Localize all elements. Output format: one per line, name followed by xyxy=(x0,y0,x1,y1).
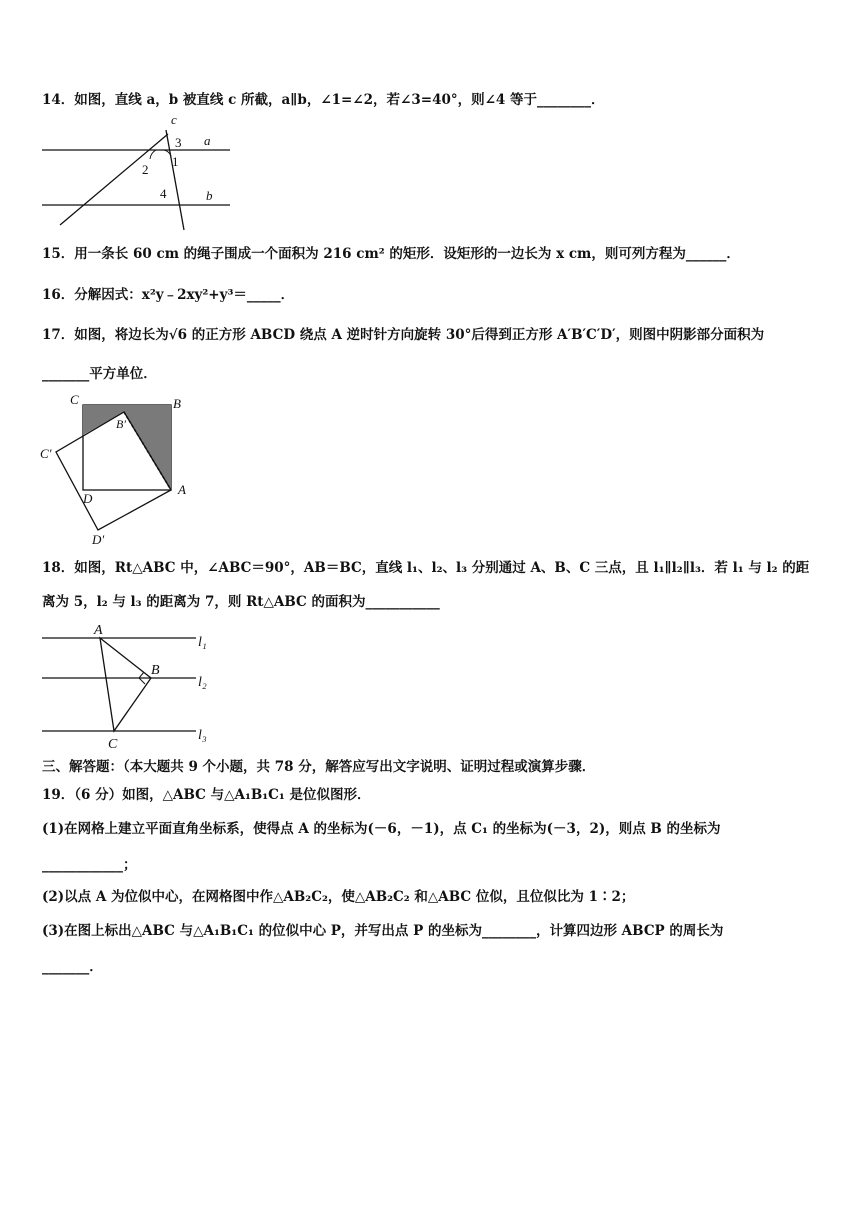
q14-text: 14．如图，直线 a，b 被直线 c 所截，a∥b，∠1=∠2，若∠3=40°，则∠4 等于________． xyxy=(42,92,605,108)
label-B: B xyxy=(173,396,181,411)
label-a: a xyxy=(204,133,211,148)
section3-heading: 三、解答题：（本大题共 9 个小题，共 78 分，解答应写出文字说明、证明过程或演算步骤． xyxy=(42,759,596,775)
q17-line2: _______平方单位． xyxy=(42,366,157,382)
label-l1: l₁ xyxy=(198,635,207,650)
label-l2: l₂ xyxy=(198,675,207,690)
q14-figure xyxy=(38,112,238,232)
q19-part3-answer: _______． xyxy=(42,959,103,975)
q15-text: 15．用一条长 60 cm 的绳子围成一个面积为 216 cm² 的矩形．设矩形的一边长为 x cm，则可列方程为______． xyxy=(42,246,740,262)
q18-line2: 离为 5，l₂ 与 l₃ 的距离为 7，则 Rt△ABC 的面积为___________ xyxy=(42,594,440,610)
label-l3: l₃ xyxy=(198,728,207,743)
angle-3: 3 xyxy=(175,135,182,150)
label-A: A xyxy=(94,623,103,638)
q19-part3: (3)在图上标出△ABC 与△A₁B₁C₁ 的位似中心 P，并写出点 P 的坐标为________，计算四边形 ABCP 的周长为 xyxy=(42,923,724,939)
label-D: D xyxy=(83,491,93,506)
label-C: C xyxy=(108,737,118,750)
angle-2: 2 xyxy=(142,162,149,177)
label-Dp: D′ xyxy=(92,532,105,547)
angle-1: 1 xyxy=(172,154,179,169)
q16-text: 16．分解因式：x²y﹣2xy²+y³＝_____． xyxy=(42,287,295,303)
label-Bp: B′ xyxy=(116,417,126,431)
q19-part1-answer: ____________； xyxy=(42,857,137,873)
label-c: c xyxy=(171,112,177,127)
q18-line1: 18．如图，Rt△ABC 中，∠ABC＝90°，AB＝BC，直线 l₁、l₂、l₃ 分别通过 A、B、C 三点，且 l₁∥l₂∥l₃．若 l₁ 与 l₂ 的距 xyxy=(42,560,810,576)
label-Cp: C′ xyxy=(40,446,52,461)
q18-figure xyxy=(38,618,228,750)
label-B: B xyxy=(151,663,160,678)
q17-figure xyxy=(36,390,206,548)
q19-intro: 19．（6 分）如图，△ABC 与△A₁B₁C₁ 是位似图形． xyxy=(42,787,371,803)
q17-line1: 17．如图，将边长为√6 的正方形 ABCD 绕点 A 逆时针方向旋转 30°后得到正方形 A′B′C′D′，则图中阴影部分面积为 xyxy=(42,327,765,343)
label-b: b xyxy=(206,188,213,203)
q19-part1: (1)在网格上建立平面直角坐标系，使得点 A 的坐标为(－6，－1)，点 C₁ 的坐标为(－3，2)，则点 B 的坐标为 xyxy=(42,821,721,837)
label-C: C xyxy=(70,392,79,407)
angle-4: 4 xyxy=(160,186,167,201)
label-A: A xyxy=(178,482,186,497)
q19-part2: (2)以点 A 为位似中心，在网格图中作△AB₂C₂，使△AB₂C₂ 和△ABC 位似，且位似比为 1∶2； xyxy=(42,889,635,905)
